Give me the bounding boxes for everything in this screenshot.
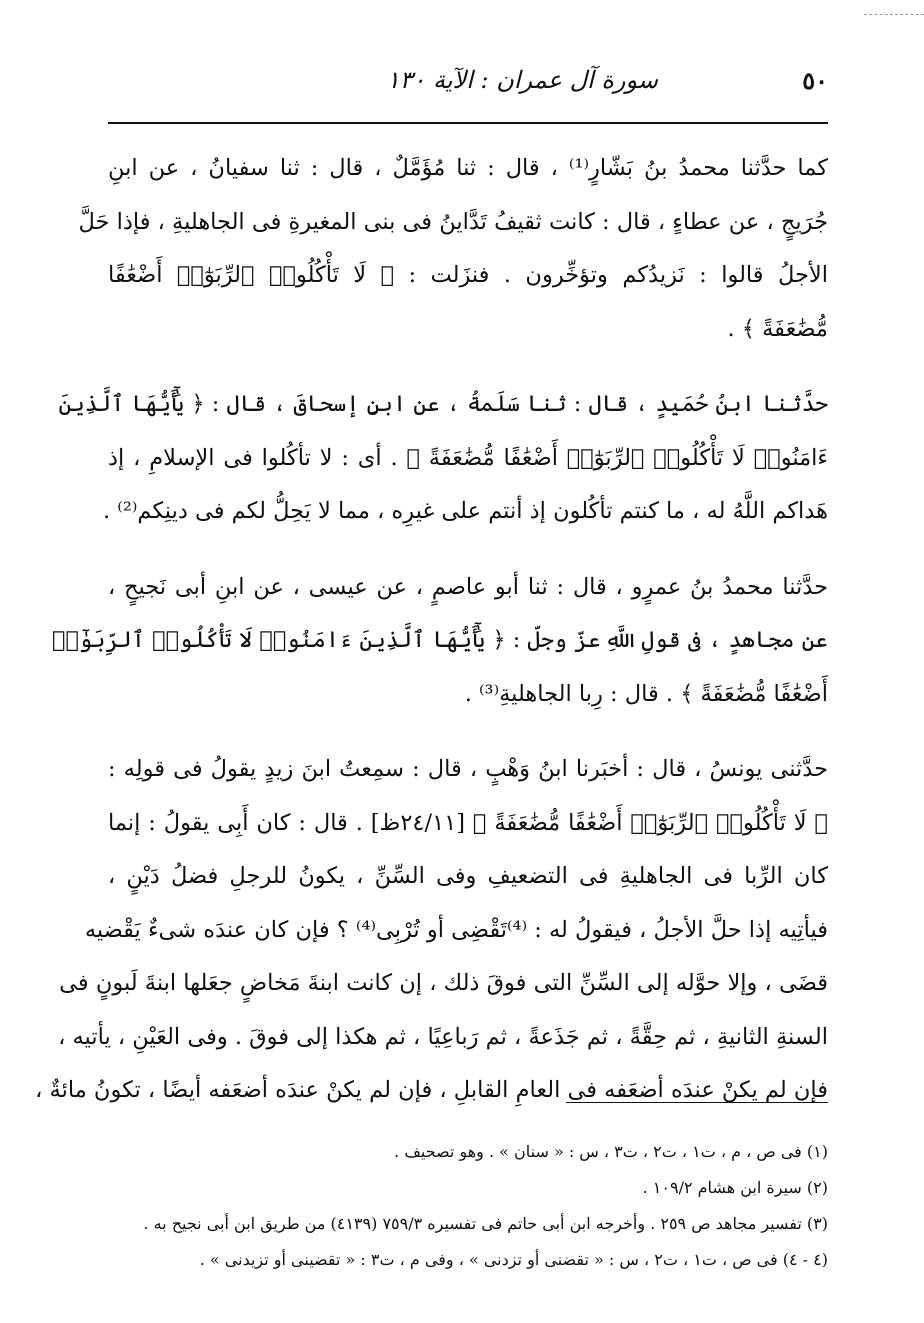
page-number: ٥٠ bbox=[802, 66, 828, 95]
text-line: قضَى ، وإلا حوَّله إلى السِّنِّ التى فوقَ ذلك ، إن كانت ابنةَ مَخاضٍ جعَلها ابنةَ لَبونٍ فى bbox=[59, 970, 828, 996]
paragraph-3 bbox=[52, 561, 828, 722]
scan-edge-mark bbox=[864, 14, 924, 15]
text-line: السنةِ الثانيةِ ، ثم حِقَّةً ، ثم جَذَعةً ، ثم رَباعِيًا ، ثم هكذا إلى فوقَ . وفى العَيْنِ ، يأتيه ، bbox=[58, 1023, 828, 1050]
text-line: جُرَيجٍ ، عن عطاءٍ ، قال : كانت ثقيفُ تَدَّاينُ فى بنى المغيرةِ فى الجاهليةِ ، فإذا حَلَّ bbox=[78, 208, 828, 235]
text-line: عن مجاهدٍ ، فى قولِ اللَّهِ عزّ وجلّ : ﴿ يَٰٓأَيُّهَا ٱلَّذِينَ ءَامَنُوا۟ لَا تَأْكُلُوا۟ ٱلرِّبَوٰٓا۟ bbox=[52, 627, 828, 653]
text-line: الأجلُ قالوا : نَزيدُكم وتؤخِّرون . فنزَلت : ﴿ لَا تَأْكُلُوا۟ ٱلرِّبَوٰٓا۟ أَضْعَٰفًا bbox=[108, 262, 828, 288]
header-rule bbox=[108, 122, 828, 124]
running-title: سورة آل عمران : الآية ١٣٠ bbox=[386, 66, 658, 94]
footnote-3: (٣) تفسير مجاهد ص ٢٥٩ . وأخرجه ابن أبى حاتم فى تفسيره ٧٥٩/٣ (٤١٣٩) من طريق ابن أبى نجيح به . bbox=[143, 1214, 828, 1233]
text-line: فيأتِيه إذا حلَّ الأجلُ ، فيقولُ له : ⁽⁴⁾تَقْضِى أو تُرْبِى⁽⁴⁾ ؟ فإن كان عندَه شىءٌ يَقْضيه bbox=[84, 916, 828, 943]
text-line: ءَامَنُوا۟ لَا تَأْكُلُوا۟ ٱلرِّبَوٰٓا۟ أَضْعَٰفًا مُّضَٰعَفَةً ﴾ . أى : لا تأكُلوا فى الإسلامِ ، إذ bbox=[108, 444, 828, 471]
text-line: حدَّثنا ابنُ حُمَيدٍ ، قال : ثنا سَلَمةُ ، عن ابنِ إسحاقَ ، قال : ﴿ يَٰٓأَيُّهَا ٱلَّذِينَ bbox=[58, 391, 828, 417]
text-line: كما حدَّثنا محمدُ بنُ بَشّارٍ⁽¹⁾ ، قال : ثنا مُؤَمَّلٌ ، قال : ثنا سفيانُ ، عن ابنِ bbox=[108, 155, 828, 181]
paragraph-4 bbox=[35, 743, 828, 1118]
footnote-4: (٤ - ٤) فى ص ، ت١ ، ت٢ ، س : « تقضنى أو تزدنى » ، وفى م ، ت٣ : « تقضينى أو تزيدنى » . bbox=[199, 1250, 828, 1269]
footnotes bbox=[108, 1134, 828, 1278]
text-line: حدَّثنا محمدُ بنُ عمرٍو ، قال : ثنا أبو عاصمٍ ، عن عيسى ، عن ابنِ أبى نَجيحٍ ، bbox=[108, 573, 828, 600]
paragraph-1 bbox=[78, 142, 828, 356]
footnote-rule bbox=[566, 1102, 828, 1103]
paragraph-2 bbox=[58, 378, 828, 539]
text-line: كان الرِّبا فى الجاهليةِ فى التضعيفِ وفى السِّنِّ ، يكونُ للرجلِ فضلُ دَيْنٍ ، bbox=[108, 863, 828, 889]
footnote-1: (١) فى ص ، م ، ت١ ، ت٢ ، ت٣ ، س : « سنان » . وهو تصحيف . bbox=[394, 1142, 828, 1161]
text-line: أَضْعَٰفًا مُّضَٰعَفَةً ﴾ . قال : رِبا الجاهليةِ⁽³⁾ . bbox=[464, 680, 828, 707]
footnote-2: (٢) سيرة ابن هشام ١٠٩/٢ . bbox=[642, 1178, 828, 1197]
page-header bbox=[108, 62, 828, 102]
text-line: ﴿ لَا تَأْكُلُوا۟ ٱلرِّبَوٰٓا۟ أَضْعَٰفًا مُّضَٰعَفَةً ﴾ [٢٤/١١ظ] . قال : كان أَبِى يقولُ : إنما bbox=[108, 809, 828, 836]
main-text bbox=[35, 142, 828, 1140]
text-line: فإن لم يكنْ عندَه أضعَفه فى العامِ القابلِ ، فإن لم يكنْ عندَه أضعَفه أيضًا ، تكونُ مائةٌ ، bbox=[35, 1077, 828, 1103]
text-line: مُّضَٰعَفَةً ﴾ . bbox=[727, 315, 828, 342]
text-line: حدَّثنى يونسُ ، قال : أخبَرنا ابنُ وَهْبٍ ، قال : سمِعتُ ابنَ زيدٍ يقولُ فى قولِه : bbox=[108, 756, 828, 782]
text-line: هَداكم اللَّهُ له ، ما كنتم تأكُلون إذ أنتم على غيرِه ، مما لا يَحِلُّ لكم فى دينِكم⁽²⁾ . bbox=[102, 498, 828, 524]
